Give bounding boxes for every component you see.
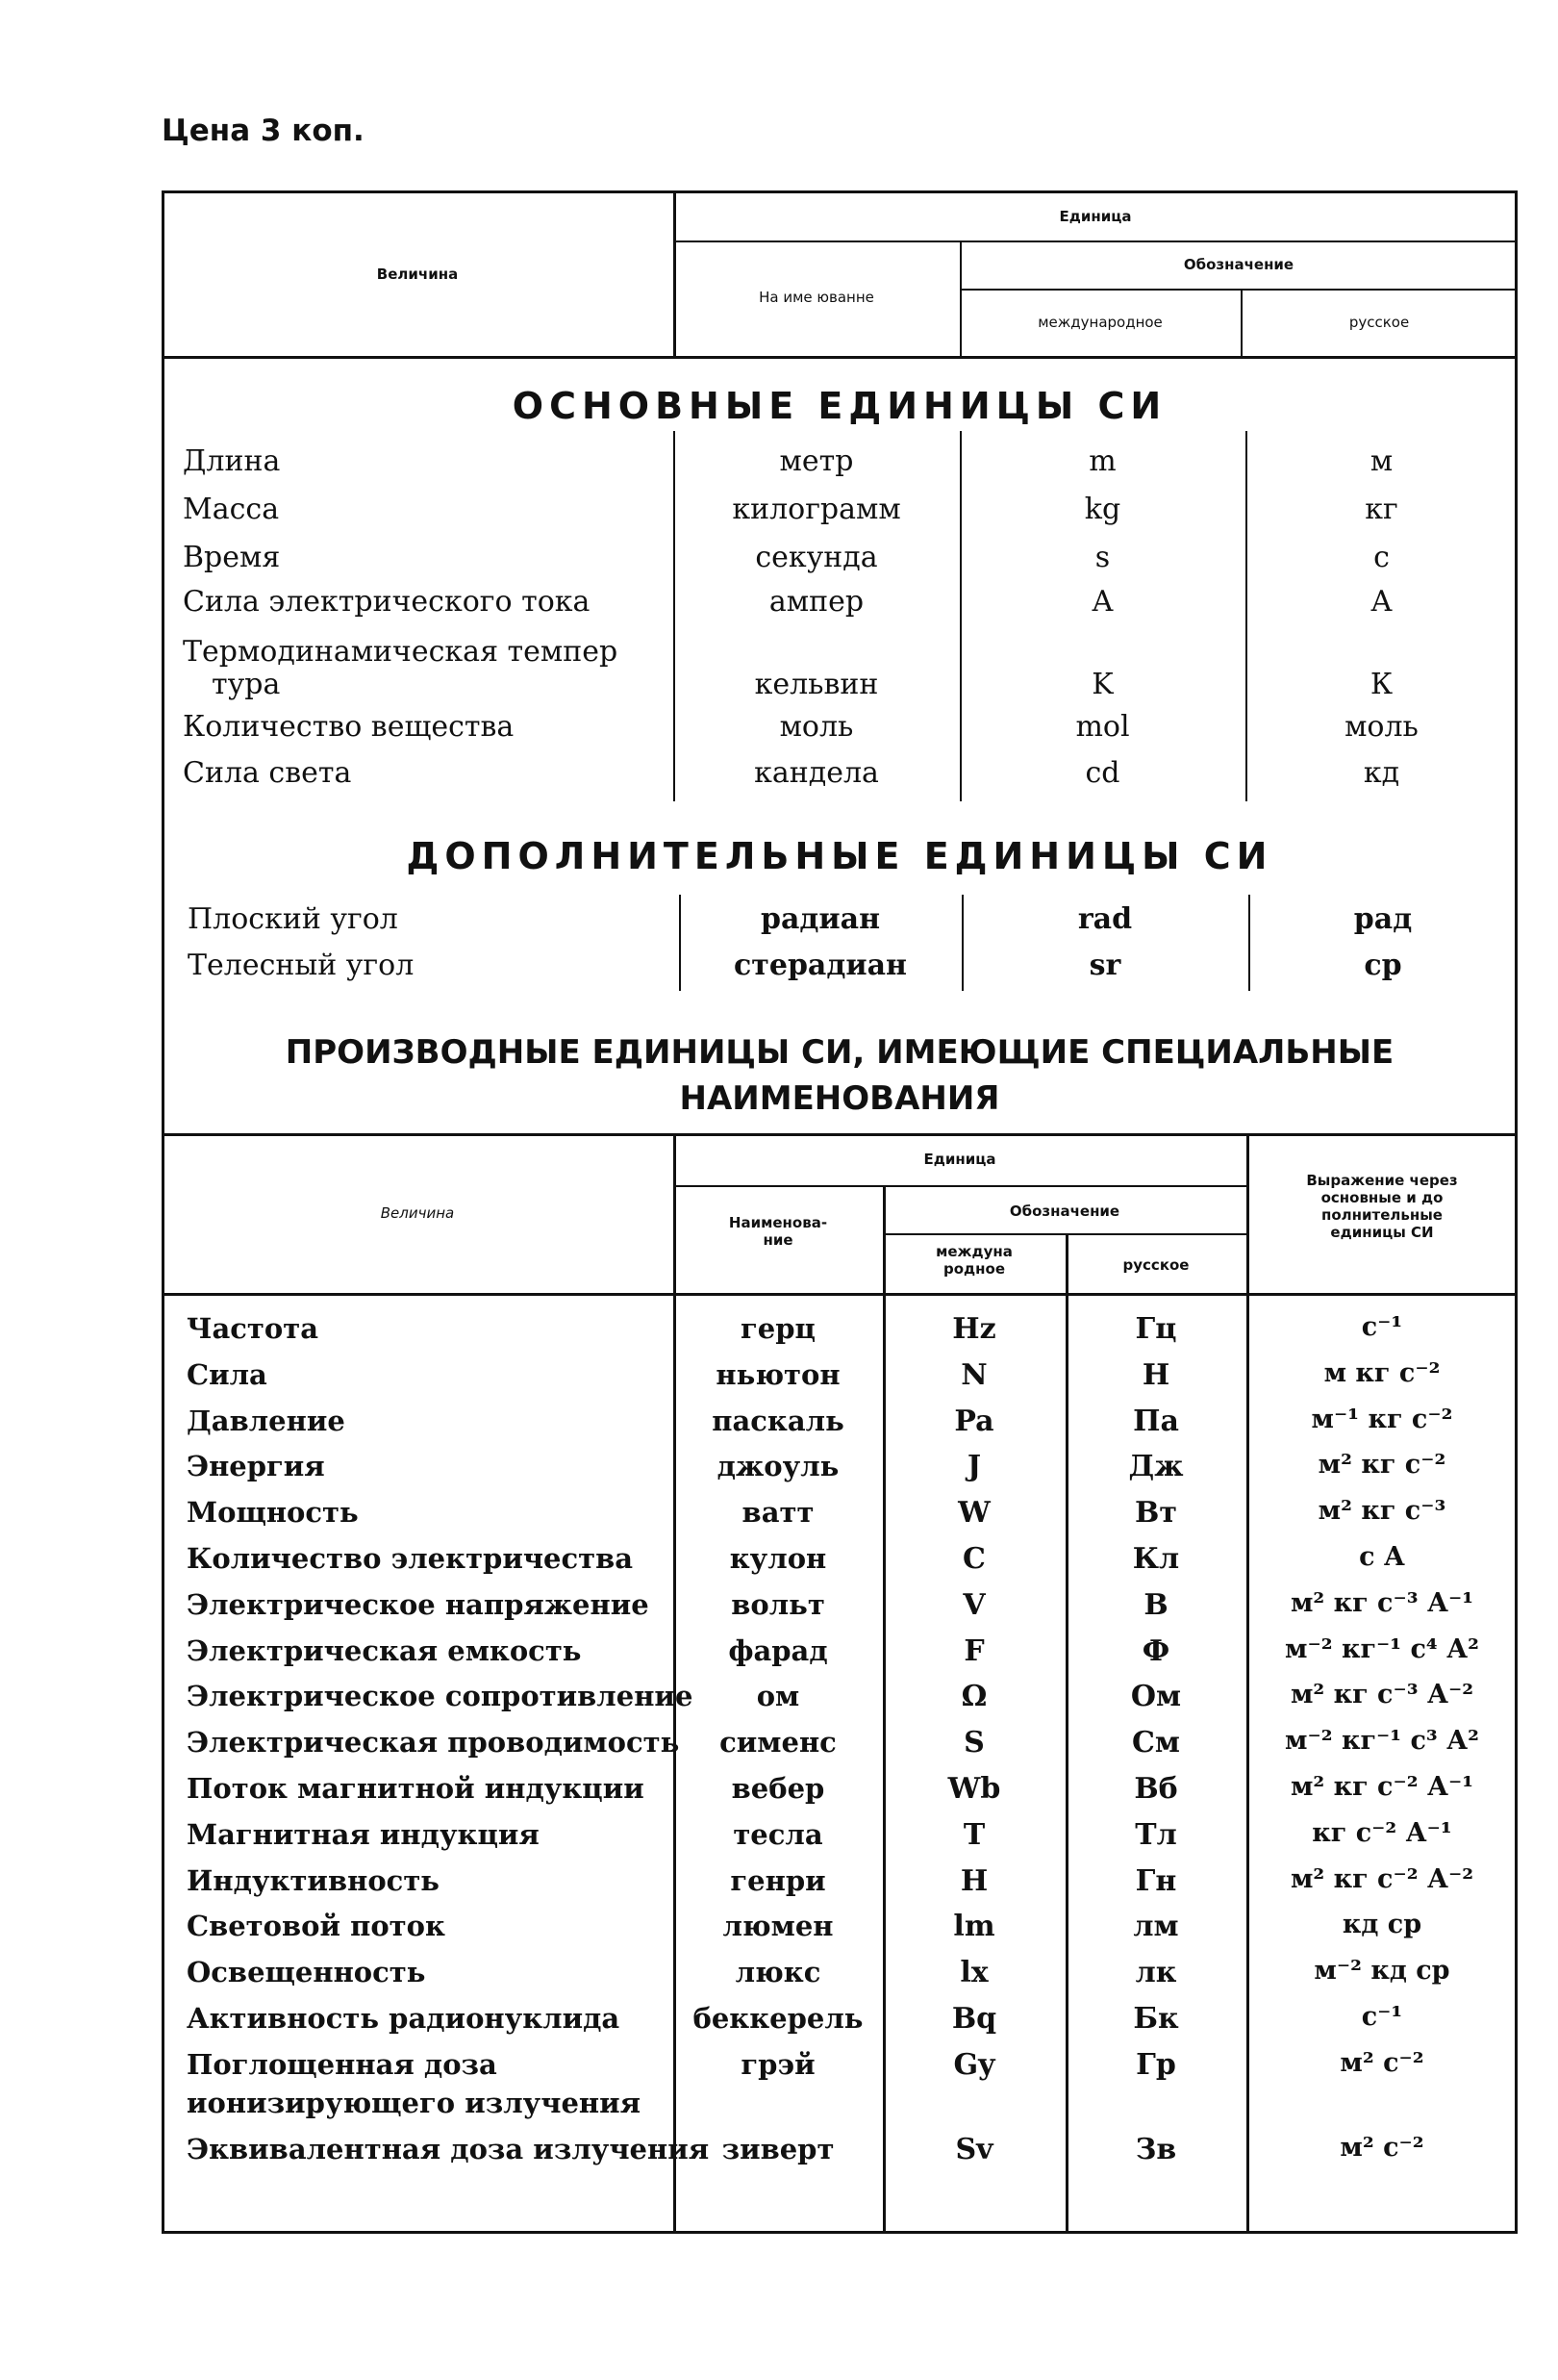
- derived-unit-expression: м² кг с⁻³: [1318, 1496, 1446, 1527]
- header1-designation: Обозначение: [1183, 256, 1294, 273]
- derived-unit-intl: Sv: [955, 2132, 993, 2166]
- header2-expression: Выражение через основные и до полнительные единицы СИ: [1306, 1172, 1458, 1241]
- price-label: Цена 3 коп.: [162, 114, 364, 148]
- header1-name: На име юванне: [759, 289, 874, 306]
- derived-unit-intl: W: [958, 1496, 991, 1531]
- derived-quantity: Поток магнитной индукции: [187, 1772, 644, 1805]
- header2-international: междуна родное: [936, 1243, 1013, 1278]
- derived-unit-intl: S: [964, 1726, 985, 1760]
- base-unit-intl: s: [1094, 541, 1111, 574]
- derived-unit-intl: N: [961, 1357, 988, 1392]
- derived-unit-ru: Па: [1133, 1404, 1179, 1438]
- supp-unit-intl: rad: [1077, 902, 1133, 936]
- base-unit-intl: m: [1089, 444, 1117, 478]
- base-unit-ru: А: [1370, 585, 1393, 619]
- base-quantity: Время: [183, 541, 281, 574]
- derived-quantity: Эквивалентная доза излучения: [187, 2132, 710, 2165]
- base-quantity: Сила электрического тока: [183, 585, 591, 619]
- derived-units-title-1: ПРОИЗВОДНЫЕ ЕДИНИЦЫ СИ, ИМЕЮЩИЕ СПЕЦИАЛЬНЫЕ: [285, 1033, 1395, 1072]
- derived-unit-ru: Вб: [1134, 1772, 1178, 1806]
- supp-unit-name: радиан: [760, 902, 881, 936]
- header2-unit-rule: [673, 1185, 1246, 1187]
- header2-top-rule: [162, 1133, 1518, 1136]
- derived-quantity: Электрическое напряжение: [187, 1587, 649, 1621]
- derived-quantity: Мощность: [187, 1496, 359, 1530]
- header2-bottom-rule: [162, 1293, 1518, 1296]
- base-quantity: Термодинамическая темпер: [183, 635, 618, 669]
- derived-unit-ru: лк: [1135, 1956, 1177, 1990]
- base-unit-intl: K: [1092, 668, 1114, 701]
- base-unit-intl: kg: [1084, 493, 1121, 526]
- derived-unit-intl: lm: [953, 1910, 995, 1944]
- derived-unit-expression: с А: [1359, 1542, 1405, 1572]
- derived-unit-name: люкс: [735, 1956, 821, 1989]
- derived-unit-expression: м² с⁻²: [1340, 2132, 1424, 2163]
- derived-unit-name: вольт: [731, 1587, 825, 1621]
- header1-russian: русское: [1348, 314, 1410, 331]
- derived-unit-ru: лм: [1133, 1910, 1179, 1944]
- derived-unit-intl: lx: [960, 1956, 989, 1990]
- base-quantity-cont: тура: [212, 668, 281, 701]
- base-unit-ru: с: [1373, 541, 1390, 574]
- derived-quantity: Активность радионуклида: [187, 2002, 620, 2035]
- supp-unit-intl: sr: [1089, 949, 1121, 982]
- derived-unit-intl: Hz: [952, 1312, 996, 1346]
- base-quantity: Сила света: [183, 756, 352, 790]
- derived-unit-expression: кд ср: [1342, 1910, 1422, 1940]
- derived-unit-ru: Бк: [1133, 2002, 1179, 2036]
- derived-unit-intl: Pa: [954, 1404, 994, 1438]
- derived-quantity: Поглощенная доза: [187, 2047, 497, 2081]
- derived-quantity: Индуктивность: [187, 1863, 440, 1897]
- header1-unit-rule: [673, 241, 1518, 242]
- base-unit-name: секунда: [755, 541, 878, 574]
- base-unit-name: метр: [779, 444, 854, 478]
- header2-russian: русское: [1122, 1256, 1190, 1274]
- derived-unit-expression: м² кг с⁻³ А⁻²: [1290, 1680, 1474, 1710]
- derived-quantity: Электрическое сопротивление: [187, 1680, 693, 1713]
- derived-unit-expression: м² кг с⁻²: [1318, 1450, 1446, 1481]
- derived-unit-intl: T: [963, 1817, 986, 1852]
- supp-unit-name: стерадиан: [734, 949, 907, 982]
- derived-unit-ru: Вт: [1135, 1496, 1177, 1531]
- supp-unit-ru: рад: [1353, 902, 1413, 936]
- derived-unit-name: тесла: [733, 1817, 823, 1851]
- derived-unit-expression: м² кг с⁻² А⁻¹: [1290, 1772, 1474, 1802]
- base-unit-intl: A: [1092, 585, 1114, 619]
- derived-unit-name: джоуль: [716, 1450, 840, 1483]
- derived-unit-ru: См: [1132, 1726, 1180, 1760]
- base-unit-intl: mol: [1075, 710, 1130, 744]
- supp-quantity: Телесный угол: [188, 949, 415, 982]
- derived-quantity: Частота: [187, 1312, 318, 1345]
- derived-unit-expression: м кг с⁻²: [1323, 1357, 1441, 1388]
- base-unit-name: моль: [779, 710, 854, 744]
- base-unit-name: кельвин: [754, 668, 879, 701]
- derived-unit-ru: Кл: [1132, 1542, 1180, 1576]
- derived-unit-name: зиверт: [721, 2132, 835, 2165]
- header2-unit: Единица: [923, 1151, 996, 1168]
- supp-quantity: Плоский угол: [188, 902, 398, 936]
- derived-unit-ru: Ом: [1130, 1680, 1182, 1714]
- base-units-title: ОСНОВНЫЕ ЕДИНИЦЫ СИ: [512, 385, 1168, 427]
- base-unit-ru: м: [1370, 444, 1394, 478]
- derived-unit-ru: Гр: [1136, 2047, 1176, 2082]
- header1-unit: Единица: [1059, 208, 1132, 225]
- derived-unit-name: ом: [756, 1680, 800, 1713]
- derived-quantity: Давление: [187, 1404, 345, 1437]
- derived-unit-expression: кг с⁻² А⁻¹: [1312, 1817, 1452, 1848]
- derived-unit-name: беккерель: [692, 2002, 864, 2035]
- derived-unit-name: ньютон: [716, 1357, 841, 1391]
- derived-unit-name: генри: [730, 1863, 826, 1897]
- derived-unit-name: кулон: [729, 1542, 827, 1575]
- derived-quantity: Световой поток: [187, 1910, 445, 1943]
- base-unit-ru: кг: [1365, 493, 1398, 526]
- derived-quantity-cont: ионизирующего излучения: [187, 2086, 641, 2119]
- derived-unit-ru: Гц: [1135, 1312, 1177, 1346]
- derived-unit-name: грэй: [741, 2047, 816, 2081]
- base-unit-ru: К: [1370, 668, 1394, 701]
- derived-unit-intl: V: [963, 1587, 986, 1622]
- base-unit-intl: cd: [1085, 756, 1120, 790]
- header2-designation: Обозначение: [1009, 1203, 1120, 1220]
- derived-unit-name: вебер: [731, 1772, 825, 1805]
- derived-unit-expression: с⁻¹: [1361, 2002, 1403, 2032]
- header1-international: международное: [1038, 314, 1163, 331]
- derived-unit-name: паскаль: [712, 1404, 844, 1437]
- derived-unit-name: сименс: [719, 1726, 837, 1760]
- derived-unit-ru: В: [1143, 1587, 1168, 1622]
- derived-quantity: Количество электричества: [187, 1542, 634, 1575]
- derived-unit-intl: Ω: [961, 1680, 988, 1714]
- header1-designation-rule: [960, 289, 1518, 291]
- derived-unit-intl: Gy: [953, 2047, 995, 2082]
- derived-unit-intl: F: [964, 1633, 985, 1668]
- derived-unit-name: фарад: [728, 1633, 828, 1667]
- derived-quantity: Освещенность: [187, 1956, 426, 1989]
- derived-unit-expression: м⁻¹ кг с⁻²: [1311, 1404, 1453, 1434]
- supp-unit-ru: ср: [1364, 949, 1402, 982]
- derived-unit-ru: Тл: [1135, 1817, 1177, 1852]
- derived-unit-ru: Ф: [1142, 1633, 1170, 1668]
- header2-name: Наименова- ние: [728, 1214, 828, 1249]
- base-unit-ru: моль: [1344, 710, 1419, 744]
- derived-unit-intl: C: [963, 1542, 986, 1576]
- base-unit-name: килограмм: [732, 493, 901, 526]
- derived-unit-ru: Гн: [1135, 1863, 1177, 1898]
- derived-unit-intl: H: [960, 1863, 989, 1898]
- derived-unit-name: ватт: [741, 1496, 815, 1530]
- derived-unit-expression: м² с⁻²: [1340, 2047, 1424, 2078]
- supplementary-units-title: ДОПОЛНИТЕЛЬНЫЕ ЕДИНИЦЫ СИ: [406, 835, 1273, 877]
- derived-unit-name: герц: [741, 1312, 816, 1345]
- header1-quantity: Величина: [376, 266, 459, 283]
- derived-unit-ru: Зв: [1135, 2132, 1177, 2166]
- header1-bottom-rule: [162, 356, 1518, 359]
- base-unit-name: кандела: [754, 756, 879, 790]
- derived-unit-expression: м² кг с⁻² А⁻²: [1290, 1863, 1474, 1894]
- derived-quantity: Энергия: [187, 1450, 325, 1483]
- derived-unit-intl: J: [967, 1450, 982, 1484]
- base-unit-ru: кд: [1363, 756, 1400, 790]
- derived-unit-expression: м⁻² кг⁻¹ с³ А²: [1285, 1726, 1479, 1757]
- derived-quantity: Сила: [187, 1357, 267, 1391]
- derived-unit-intl: Bq: [951, 2002, 997, 2036]
- header2-quantity: Величина: [380, 1204, 455, 1222]
- derived-units-title-2: НАИМЕНОВАНИЯ: [679, 1079, 1000, 1118]
- derived-unit-ru: Дж: [1128, 1450, 1184, 1484]
- base-quantity: Длина: [183, 444, 281, 478]
- derived-unit-name: люмен: [722, 1910, 834, 1943]
- derived-unit-ru: Н: [1142, 1357, 1170, 1392]
- derived-quantity: Электрическая проводимость: [187, 1726, 680, 1760]
- derived-unit-expression: c⁻¹: [1361, 1312, 1403, 1342]
- derived-unit-expression: м⁻² кг⁻¹ с⁴ А²: [1285, 1633, 1479, 1664]
- base-quantity: Масса: [183, 493, 280, 526]
- derived-unit-expression: м² кг с⁻³ А⁻¹: [1290, 1587, 1474, 1618]
- base-quantity: Количество вещества: [183, 710, 515, 744]
- derived-quantity: Электрическая емкость: [187, 1633, 582, 1667]
- derived-unit-expression: м⁻² кд ср: [1314, 1956, 1450, 1987]
- derived-unit-intl: Wb: [947, 1772, 1001, 1806]
- header2-designation-rule: [883, 1233, 1246, 1235]
- derived-quantity: Магнитная индукция: [187, 1817, 540, 1851]
- base-unit-name: ампер: [768, 585, 865, 619]
